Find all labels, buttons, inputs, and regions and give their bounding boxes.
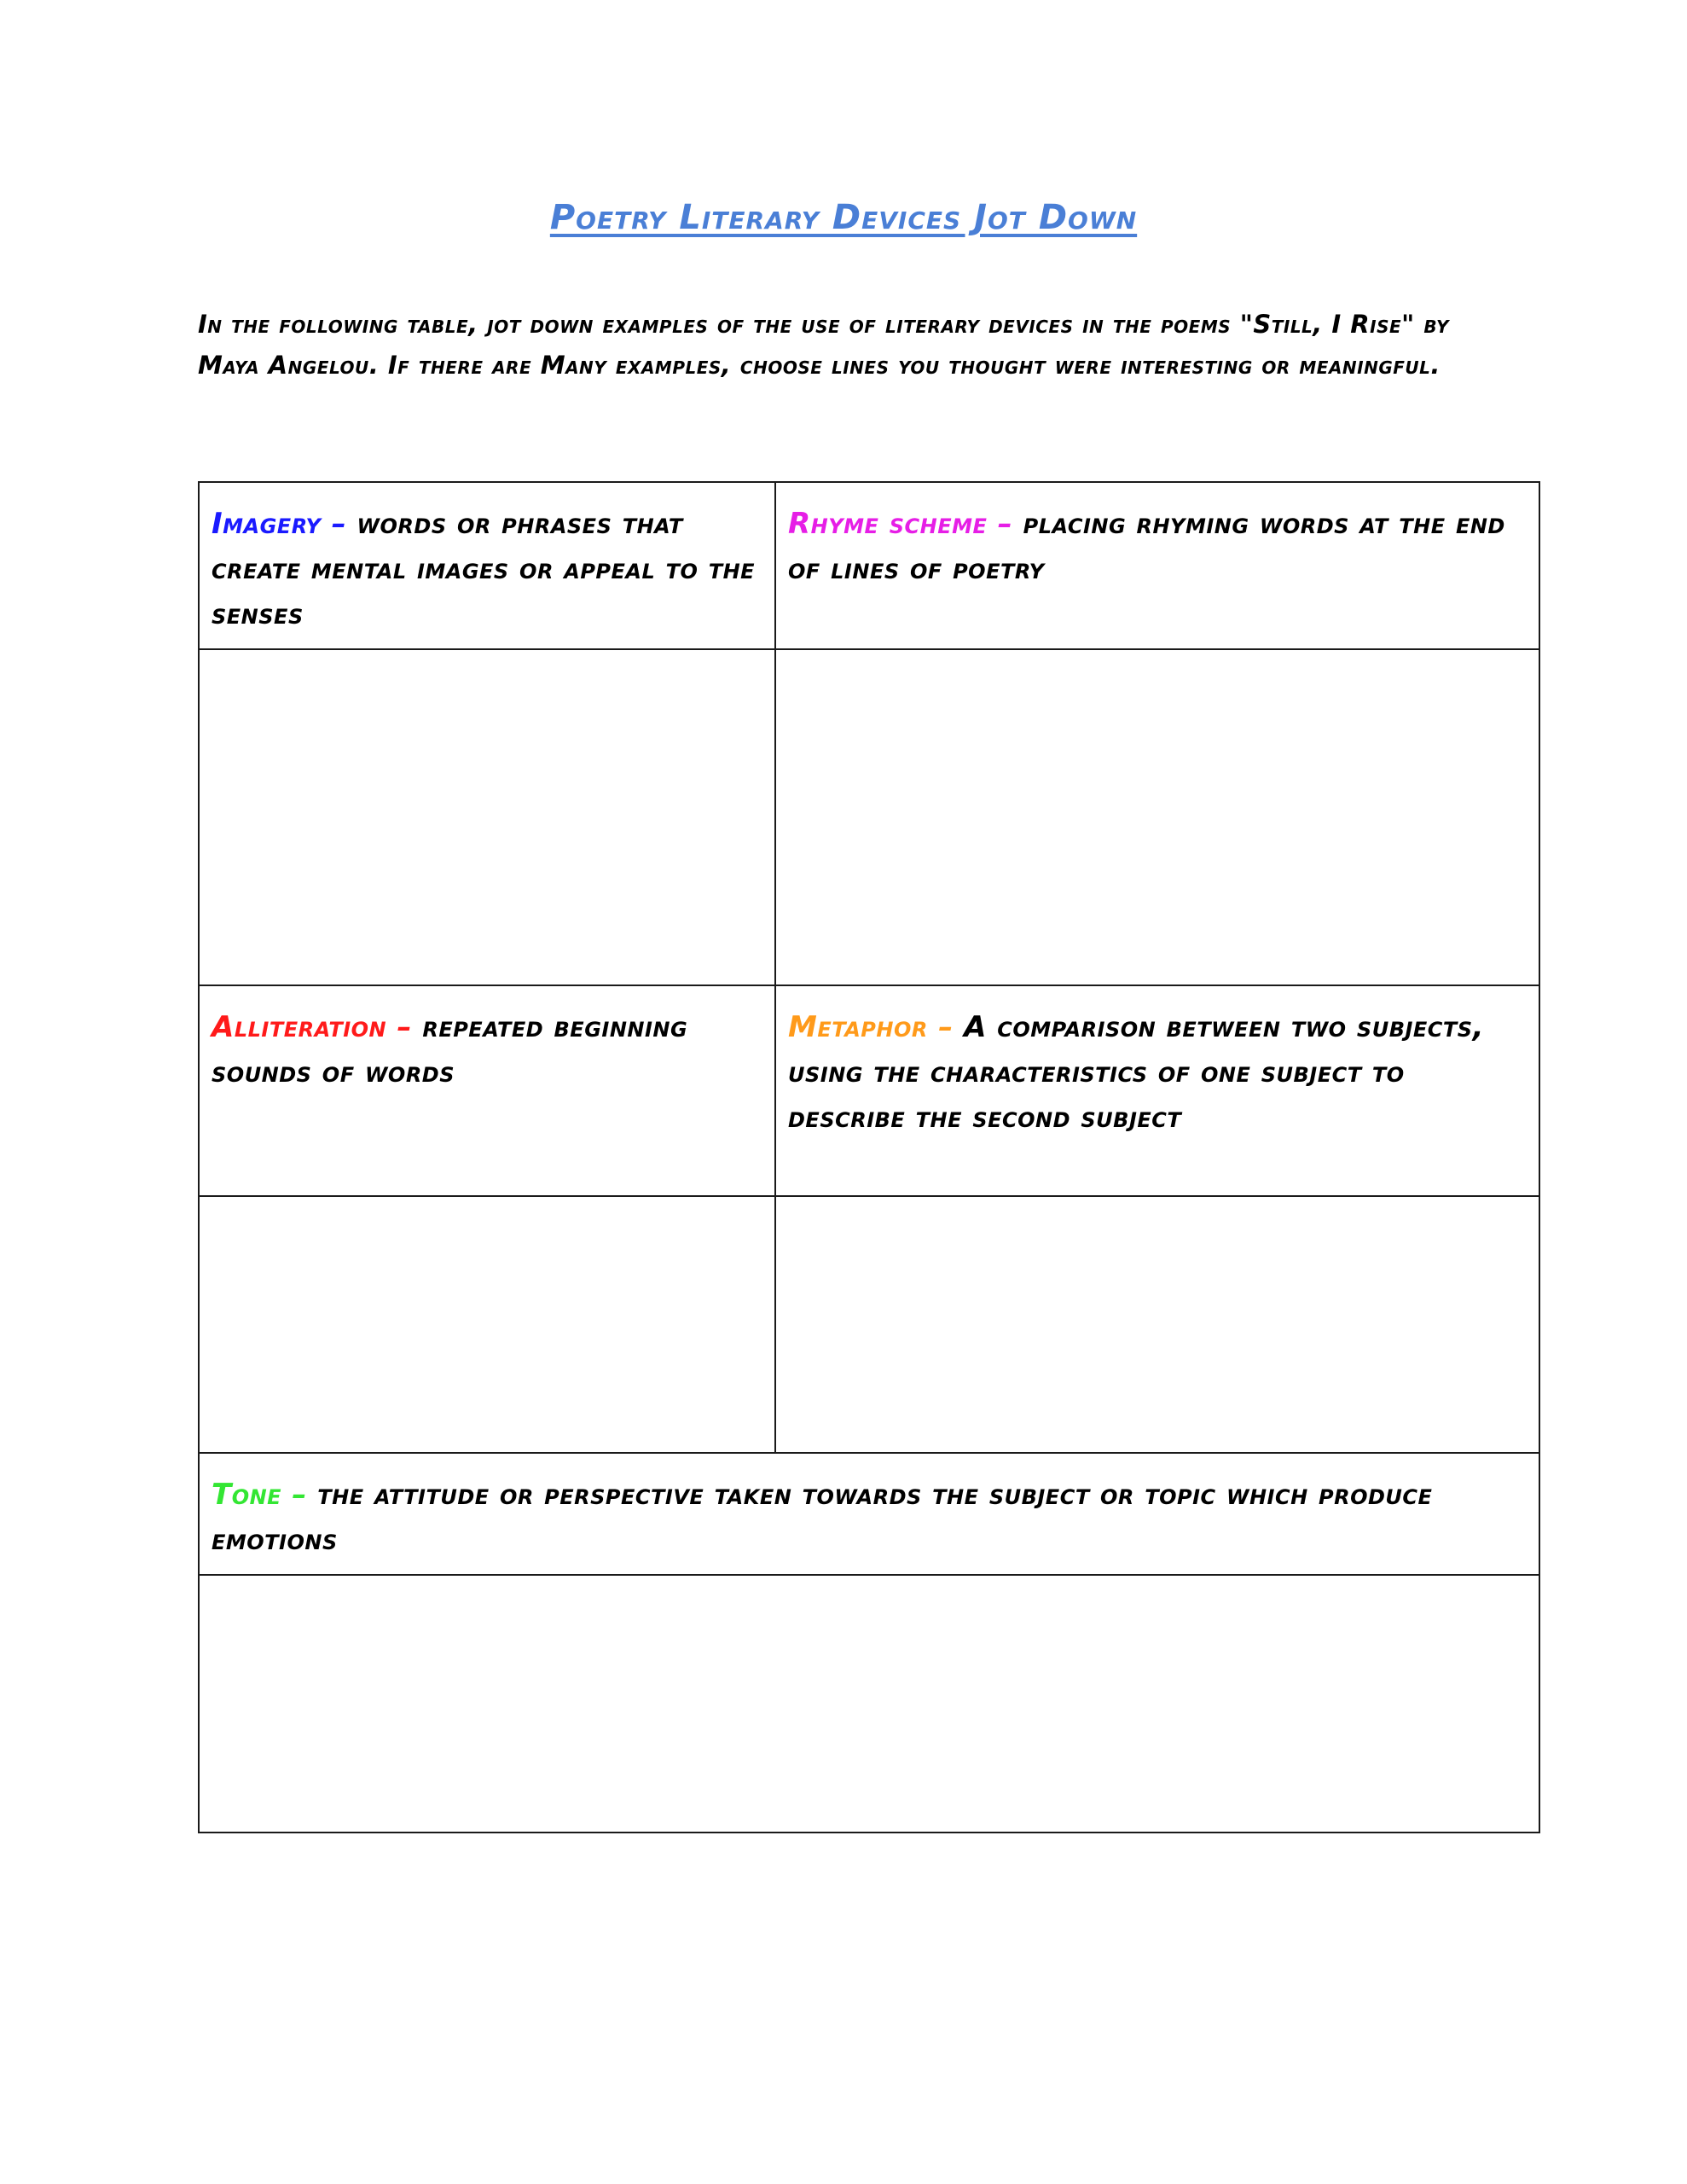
metaphor-term: Metaphor <box>788 1010 928 1044</box>
tone-dash: – <box>281 1478 318 1512</box>
instructions-text: In the following table, jot down examples of the use of literary devices in the poems "Still, I Rise" by Maya Angelou. If there are Many examples, choose lines you thought were interesting or meaningful. <box>198 310 1449 380</box>
table-row <box>199 1575 1539 1833</box>
alliteration-term: Alliteration <box>212 1010 387 1044</box>
imagery-header-cell <box>199 482 775 649</box>
table-row <box>199 649 1539 985</box>
tone-answer-cell[interactable] <box>199 1575 1539 1833</box>
literary-devices-table <box>198 481 1540 1833</box>
rhyme-scheme-definition: placing rhyming words at the end of lines of poetry <box>788 507 1505 586</box>
table-row <box>199 482 1539 649</box>
tone-header-cell <box>199 1453 1539 1575</box>
metaphor-definition: A comparison between two subjects, using the characteristics of one subject to describe the second subject <box>788 1010 1484 1135</box>
rhyme-scheme-term: Rhyme scheme <box>788 507 988 541</box>
imagery-answer-cell[interactable] <box>199 649 775 985</box>
rhyme-scheme-answer-cell[interactable] <box>775 649 1539 985</box>
metaphor-dash: – <box>927 1010 965 1044</box>
imagery-term: Imagery <box>212 507 322 541</box>
rhyme-scheme-dash: – <box>987 507 1023 541</box>
metaphor-answer-cell[interactable] <box>775 1196 1539 1453</box>
table-row <box>199 1196 1539 1453</box>
tone-term: Tone <box>212 1478 282 1512</box>
imagery-dash: – <box>321 507 357 541</box>
alliteration-answer-cell[interactable] <box>199 1196 775 1453</box>
table-row <box>199 1453 1539 1575</box>
table-row <box>199 985 1539 1196</box>
alliteration-dash: – <box>386 1010 423 1044</box>
rhyme-scheme-header-cell <box>775 482 1539 649</box>
tone-definition: the attitude or perspective taken towards the subject or topic which produce emotions <box>212 1478 1433 1557</box>
alliteration-definition: repeated beginning sounds of words <box>212 1010 688 1089</box>
imagery-definition: words or phrases that create mental images or appeal to the senses <box>212 507 756 631</box>
metaphor-header-cell <box>775 985 1539 1196</box>
page-title: Poetry Literary Devices Jot Down <box>549 198 1138 237</box>
alliteration-header-cell <box>199 985 775 1196</box>
